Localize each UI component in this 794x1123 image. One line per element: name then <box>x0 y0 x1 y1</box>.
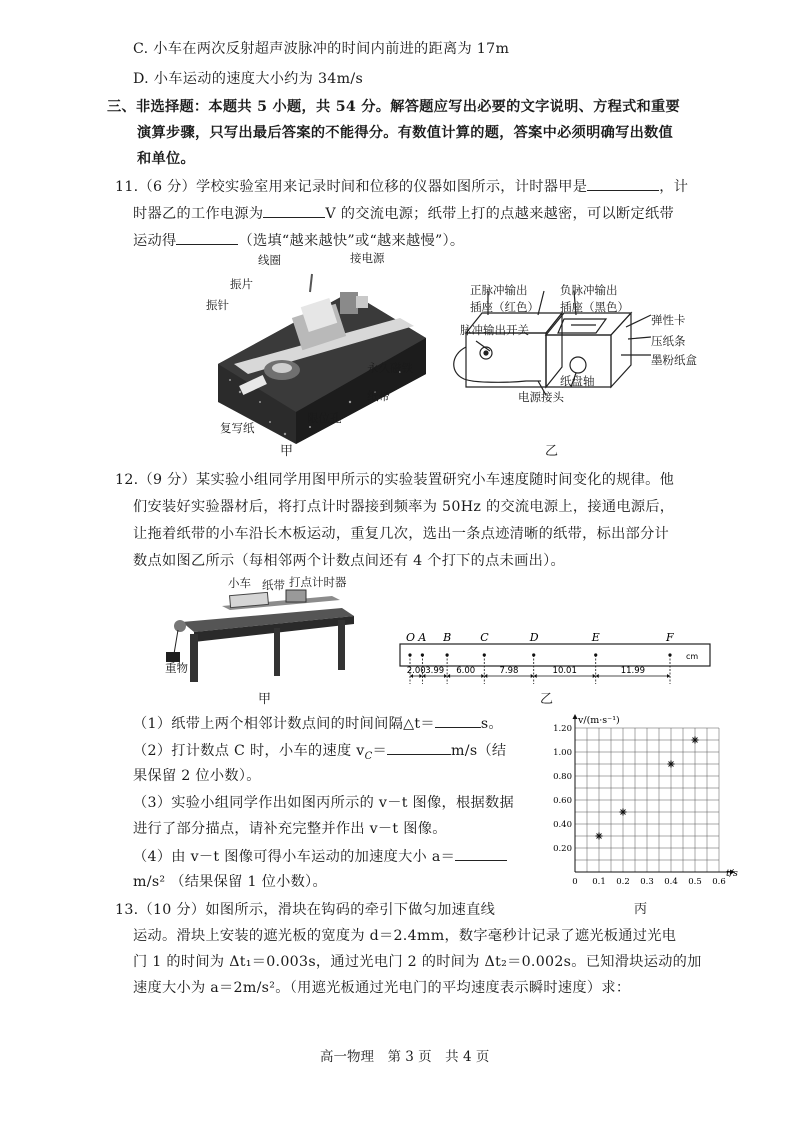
fig11-label-pos-out: 正脉冲输出 <box>470 283 528 297</box>
fig11-label-paper-strip: 压纸条 <box>651 334 686 348</box>
fig11-label-pulse-switch: 脉冲输出开关 <box>460 323 529 337</box>
q12-part2-unit: m/s（结 <box>451 743 507 759</box>
tape-point-label: O <box>406 632 416 644</box>
chart-y-axis-label: v/(m·s⁻¹) <box>578 715 620 726</box>
x-tick-label: 0.1 <box>592 877 606 887</box>
tape-arrow <box>667 674 670 678</box>
fig11-label-magnet: 永久磁铁 <box>367 361 413 375</box>
q11-text-b: ，计 <box>659 179 689 195</box>
q13-line3: 门 1 的时间为 Δt₁＝0.003s，通过光电门 2 的时间为 Δt₂＝0.002s。已知滑块运动的加 <box>133 954 702 970</box>
q11-text-f: （选填“越来越快”或“越来越慢”）。 <box>238 233 465 249</box>
tape-point-label: E <box>591 632 600 644</box>
page-footer: 高一物理 第 3 页 共 4 页 <box>320 1049 490 1065</box>
y-tick-label: 1.00 <box>553 748 572 758</box>
q12-blank-1[interactable] <box>435 713 481 728</box>
fig11-label-socket-red: 插座（红色） <box>470 300 539 314</box>
q11-text-c: 时器乙的工作电源为 <box>133 206 264 222</box>
tape-arrow <box>593 674 596 678</box>
y-tick-label: 0.80 <box>553 772 572 782</box>
chart-grid <box>575 728 719 872</box>
q12-part2-eq: ＝ <box>372 743 388 759</box>
tape-distance-label: 11.99 <box>620 666 646 676</box>
q11-blank-3[interactable] <box>176 230 238 245</box>
x-tick-label: 0.5 <box>688 877 702 887</box>
fig11-label-socket-black: 插座（黑色） <box>560 300 629 314</box>
tape-arrow <box>484 674 487 678</box>
q12-blank-2[interactable] <box>387 740 451 755</box>
fig12-label-cart: 小车 <box>228 576 251 590</box>
data-point <box>692 737 699 744</box>
fig11-label-paper-axle: 纸盘轴 <box>560 374 595 388</box>
fig11-label-power: 接电源 <box>350 251 385 265</box>
q12-line1: 12.（9 分）某实验小组同学用图甲所示的实验装置研究小车速度随时间变化的规律。他 <box>115 472 675 488</box>
chart-ticks <box>553 724 726 887</box>
y-tick-label: 0.20 <box>553 844 572 854</box>
tape-unit: cm <box>686 652 699 661</box>
tape-arrow <box>444 674 447 678</box>
q12-line3: 让拖着纸带的小车沿长木板运动，重复几次，选出一条点迹清晰的纸带，标出部分计 <box>133 526 670 542</box>
fig11-label-coil: 线圈 <box>258 253 281 267</box>
tape-point-label: C <box>480 632 489 644</box>
vt-chart <box>550 712 740 894</box>
tape-point-label: F <box>666 632 674 644</box>
y-axis-arrow <box>573 714 578 719</box>
fig11-yi-diagram <box>446 255 686 425</box>
q12-line2: 们安装好实验器材后，将打点计时器接到频率为 50Hz 的交流电源上，接通电源后， <box>133 499 675 515</box>
q11-blank-2[interactable] <box>263 203 325 218</box>
fig11-label-neg-out: 负脉冲输出 <box>560 283 618 297</box>
data-point <box>596 833 603 840</box>
x-tick-label: 0.3 <box>640 877 654 887</box>
section3-heading-line2: 演算步骤，只写出最后答案的不能得分。有数值计算的题，答案中必须明确写出数值 <box>137 125 674 141</box>
q11-text-d: V 的交流电源；纸带上打的点越来越密，可以断定纸带 <box>325 206 674 222</box>
q12-part3-line2: 进行了部分描点，请补充完整并作出 v－t 图像。 <box>133 821 447 837</box>
tape-distance-label: 10.01 <box>552 666 577 676</box>
q12-part1 <box>133 713 503 734</box>
q11-line3 <box>133 230 464 251</box>
data-point <box>668 761 675 768</box>
fig11-label-carbon-paper: 复写纸 <box>220 421 255 435</box>
tape-arrow <box>534 674 537 678</box>
tape-distance-label: 7.98 <box>499 666 519 676</box>
y-tick-label: 0.60 <box>553 796 572 806</box>
tape-distance-label: 3.99 <box>425 666 445 676</box>
fig11-label-tape: 纸带 <box>367 389 390 403</box>
data-point <box>620 809 627 816</box>
chart-caption: 丙 <box>634 902 648 917</box>
q12-part4 <box>133 846 507 867</box>
tape-distance-label: 2.00 <box>406 666 426 676</box>
option-c: C. 小车在两次反射超声波脉冲的时间内前进的距离为 17m <box>133 41 510 57</box>
q12-part2 <box>133 740 506 767</box>
q12-part2-sub: C <box>364 750 373 762</box>
q11-line2 <box>133 203 674 224</box>
q11-line1 <box>115 176 688 197</box>
q12-part2-text: （2）打计数点 C 时，小车的速度 v <box>133 743 365 759</box>
q12-part4-text: （4）由 v－t 图像可得小车运动的加速度大小 a＝ <box>133 849 456 865</box>
fig11-label-power-plug: 电源接头 <box>518 390 564 404</box>
chart-x-axis-label: t/s <box>726 868 738 879</box>
q13-line4: 速度大小为 a＝2m/s²。（用遮光板通过光电门的平均速度表示瞬时速度）求： <box>133 980 631 996</box>
q13-line1: 13.（10 分）如图所示，滑块在钩码的牵引下做匀加速直线 <box>115 902 496 918</box>
fig11-label-spring-clip: 弹性卡 <box>651 313 686 327</box>
fig12-caption-jia: 甲 <box>258 692 272 707</box>
x-tick-label: 0.6 <box>712 877 726 887</box>
tape-point-label: A <box>418 632 427 644</box>
q12-part1-unit: s。 <box>480 716 503 732</box>
q13-line2: 运动。滑块上安装的遮光板的宽度为 d＝2.4mm，数字毫秒计记录了遮光板通过光电 <box>133 928 677 944</box>
q12-line4: 数点如图乙所示（每相邻两个计数点间还有 4 个打下的点未画出）。 <box>133 553 565 569</box>
q11-text-e: 运动得 <box>133 233 177 249</box>
tape-arrow <box>447 674 450 678</box>
fig12-label-timer: 打点计时器 <box>289 575 347 589</box>
tape-point-label: B <box>443 632 452 644</box>
fig11-caption-jia: 甲 <box>280 444 294 459</box>
x-tick-label: 0 <box>572 877 578 887</box>
fig11-label-limit-hole: 限位孔 <box>307 411 342 425</box>
tape-point-label: D <box>529 632 539 644</box>
fig12-label-tape: 纸带 <box>262 578 285 592</box>
option-d: D. 小车运动的速度大小约为 34m/s <box>133 71 364 87</box>
tape-arrow <box>481 674 484 678</box>
section3-heading-line1: 三、非选择题：本题共 5 小题，共 54 分。解答题应写出必要的文字说明、方程式和重要 <box>107 99 681 115</box>
q12-blank-4[interactable] <box>455 846 507 861</box>
q12-part1-text: （1）纸带上两个相邻计数点间的时间间隔△t＝ <box>133 716 435 732</box>
x-tick-label: 0.4 <box>664 877 678 887</box>
y-tick-label: 0.40 <box>553 820 572 830</box>
fig12-yi-tape <box>398 632 714 688</box>
fig11-label-vibrator: 振片 <box>230 277 253 291</box>
q11-blank-1[interactable] <box>587 176 659 191</box>
x-tick-label: 0.2 <box>616 877 630 887</box>
y-tick-label: 1.20 <box>553 724 572 734</box>
fig11-label-ink-box: 墨粉纸盒 <box>651 353 697 367</box>
section3-heading-line3: 和单位。 <box>137 151 195 167</box>
fig11-caption-yi: 乙 <box>545 444 559 459</box>
tape-arrow <box>531 674 534 678</box>
fig11-label-needle: 振针 <box>206 298 229 312</box>
chart-axes <box>573 714 736 875</box>
q12-part3-line1: （3）实验小组同学作出如图丙所示的 v－t 图像，根据数据 <box>133 795 514 811</box>
tape-arrow <box>596 674 599 678</box>
q12-part2-cont: 果保留 2 位小数）。 <box>133 768 261 784</box>
q12-part4-cont: m/s² （结果保留 1 位小数）。 <box>133 874 327 890</box>
fig12-caption-yi: 乙 <box>540 692 554 707</box>
tape-distance-label: 6.00 <box>456 666 476 676</box>
q11-text-a: 11.（6 分）学校实验室用来记录时间和位移的仪器如图所示，计时器甲是 <box>115 179 588 195</box>
fig12-label-weight: 重物 <box>165 661 188 675</box>
